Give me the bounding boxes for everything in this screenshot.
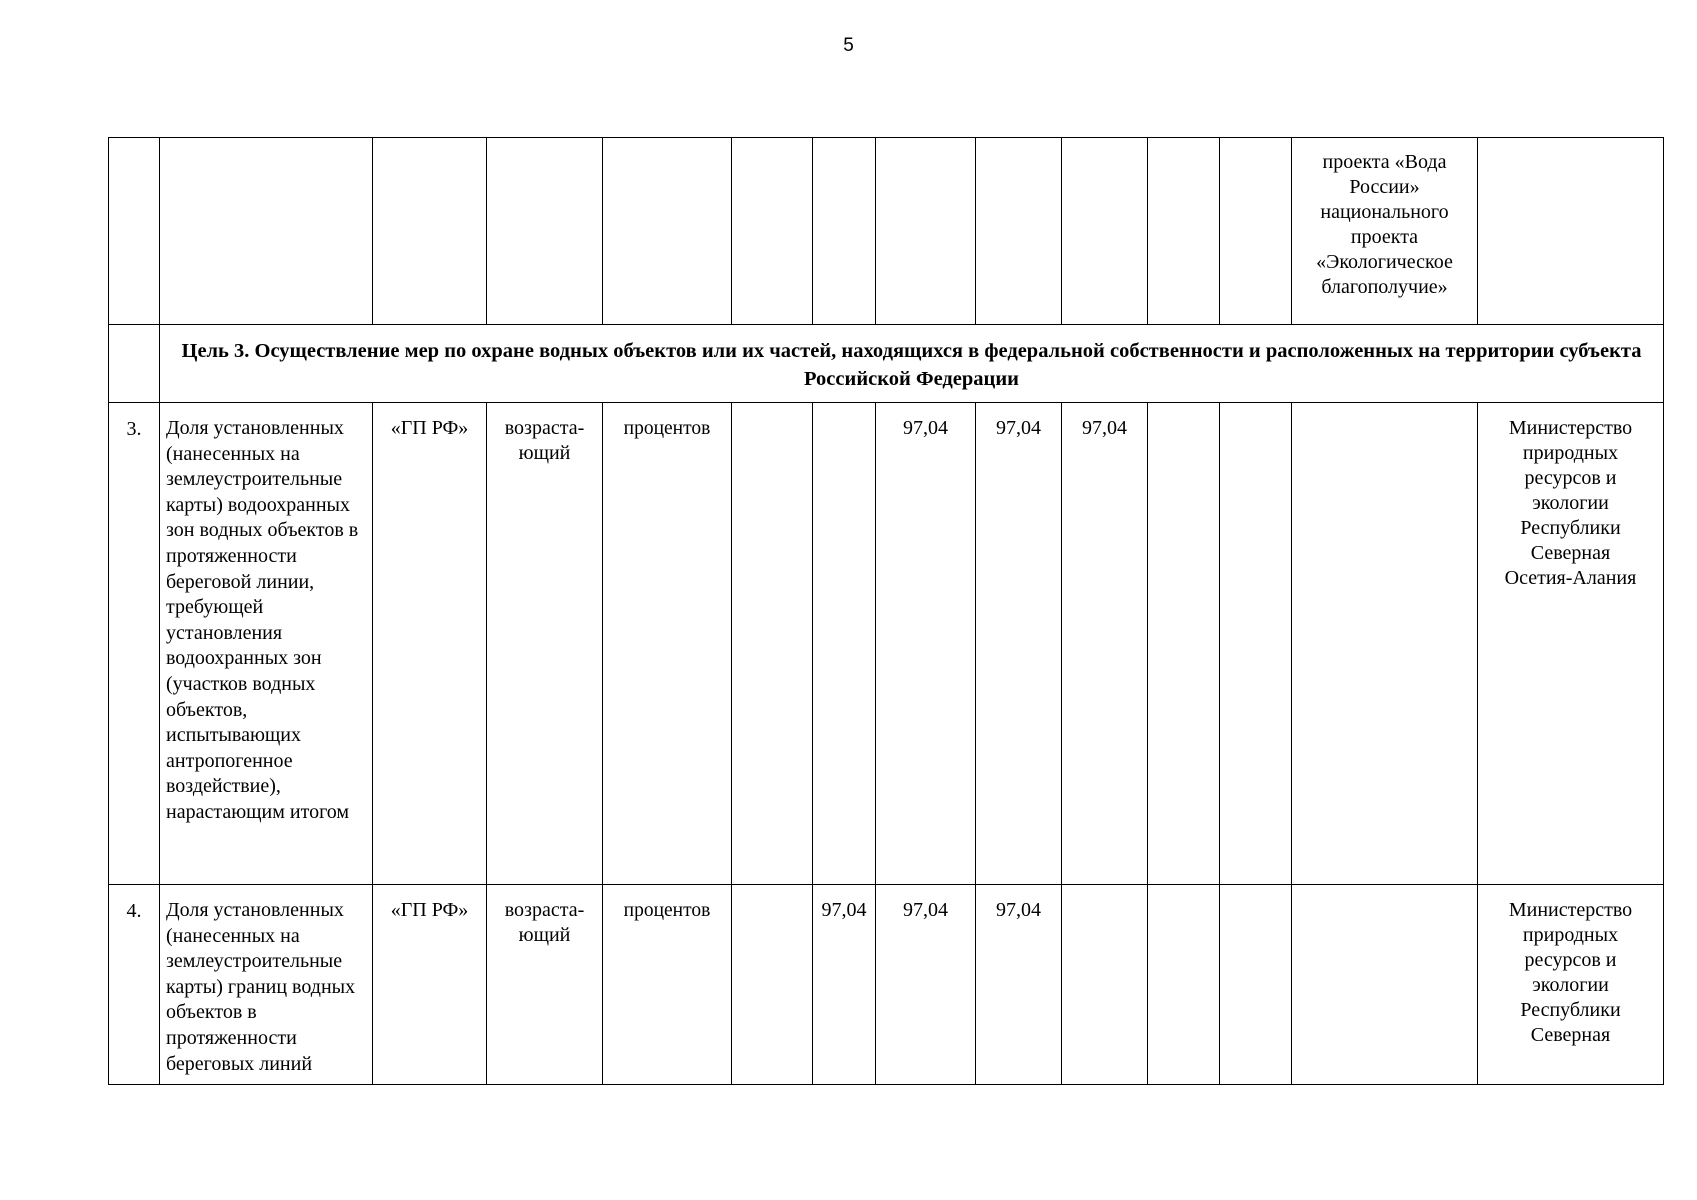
table-cell — [1062, 138, 1148, 325]
indicator-unit: процентов — [603, 403, 732, 885]
indicator-value: 97,04 — [976, 403, 1062, 885]
table-row — [109, 403, 1664, 885]
table-cell — [1478, 138, 1664, 325]
indicator-value — [1148, 403, 1220, 885]
table-cell — [813, 138, 876, 325]
indicator-value: 97,04 — [976, 885, 1062, 1085]
table-cell — [1220, 138, 1292, 325]
table-cell — [876, 138, 976, 325]
indicator-value — [732, 403, 813, 885]
indicator-link — [1292, 403, 1478, 885]
indicator-value — [1220, 885, 1292, 1085]
indicator-source: «ГП РФ» — [373, 885, 487, 1085]
table-row-goal — [109, 325, 1664, 403]
indicator-trend: возраста- ющий — [487, 885, 603, 1085]
indicator-name: Доля установленных (нанесенных на землеустроительные карты) границ водных объектов в протяженности береговых линий — [160, 885, 373, 1085]
indicator-unit: процентов — [603, 885, 732, 1085]
goal-heading: Цель 3. Осуществление мер по охране водных объектов или их частей, находящихся в федеральной собственности и расположенных на территории субъекта Российской Федерации — [160, 325, 1664, 403]
table-cell — [1148, 138, 1220, 325]
indicator-link — [1292, 885, 1478, 1085]
indicator-value: 97,04 — [876, 885, 976, 1085]
table-cell — [603, 138, 732, 325]
table-cell — [487, 138, 603, 325]
indicator-value — [813, 403, 876, 885]
table-cell — [732, 138, 813, 325]
indicator-source: «ГП РФ» — [373, 403, 487, 885]
indicator-responsible: Министерство природных ресурсов и экологии Республики Северная Осетия-Алания — [1478, 403, 1664, 885]
indicator-value: 97,04 — [876, 403, 976, 885]
indicator-value: 97,04 — [1062, 403, 1148, 885]
indicator-value — [1062, 885, 1148, 1085]
indicator-trend: возраста- ющий — [487, 403, 603, 885]
table-cell — [109, 138, 160, 325]
indicator-value: 97,04 — [813, 885, 876, 1085]
table-row — [109, 885, 1664, 1085]
page-number: 5 — [843, 35, 854, 56]
indicator-number: 3. — [109, 403, 160, 885]
table-cell — [109, 325, 160, 403]
indicator-value — [1148, 885, 1220, 1085]
indicators-table — [108, 137, 1664, 1085]
indicator-name: Доля установленных (нанесенных на землеустроительные карты) водоохранных зон водных объектов в протяженности береговой линии, требующей установления водоохранных зон (участков водных объектов, испытывающих антропогенное воздействие), нарастающим итогом — [160, 403, 373, 885]
indicator-responsible: Министерство природных ресурсов и экологии Республики Северная — [1478, 885, 1664, 1085]
indicator-value — [732, 885, 813, 1085]
national-project-note: проекта «Вода России» национального проекта «Экологическое благополучие» — [1292, 138, 1478, 325]
indicator-value — [1220, 403, 1292, 885]
table-cell — [373, 138, 487, 325]
table-cell — [160, 138, 373, 325]
indicator-number: 4. — [109, 885, 160, 1085]
table-cell — [976, 138, 1062, 325]
table-row-continuation — [109, 138, 1664, 325]
